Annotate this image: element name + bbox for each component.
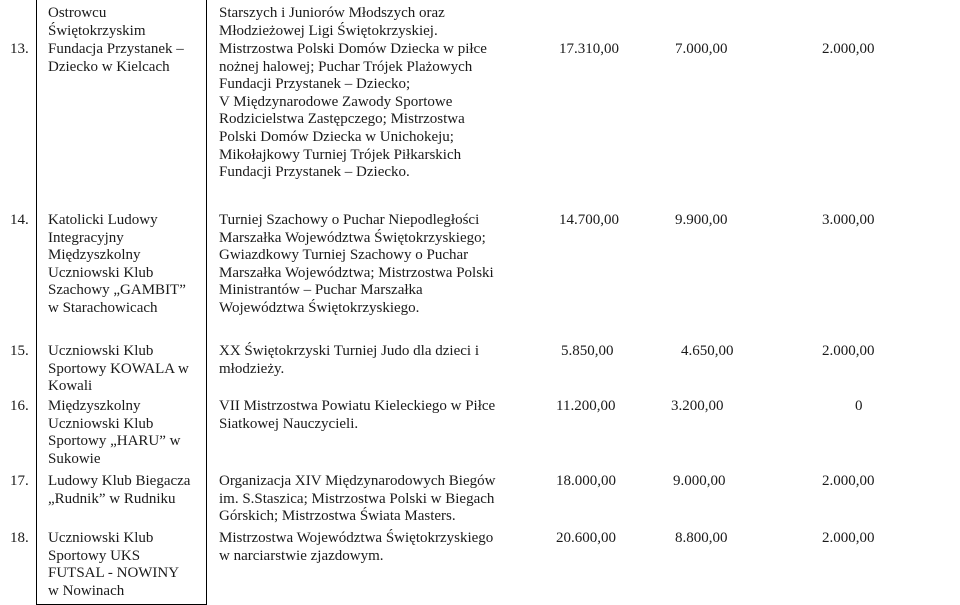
granted-amount: 3.000,00: [822, 212, 875, 228]
task-description: XX Świętokrzyski Turniej Judo dla dzieci i młodzieży.: [219, 343, 479, 377]
column-divider-left: [36, 0, 37, 605]
organization-name: Ostrowcu Świętokrzyskim: [48, 5, 146, 39]
task-description: Mistrzostwa Województwa Świętokrzyskiego w narciarstwie zjazdowym.: [219, 530, 494, 564]
task-description: Turniej Szachowy o Puchar Niepodległości Marszałka Województwa Świętokrzyskiego; Gwiazdkowy Turniej Szachowy o Puchar Marszałka Województwa; Mistrzostwa Polski Ministrantów – Puchar Marszałka Województwa Świętokrzyskiego.: [219, 212, 494, 316]
granted-amount: 2.000,00: [822, 473, 875, 489]
organization-name: Fundacja Przystanek – Dziecko w Kielcach: [48, 41, 184, 75]
row-number: 15.: [10, 343, 29, 359]
total-cost: 18.000,00: [556, 473, 616, 489]
organization-name: Uczniowski Klub Sportowy UKS FUTSAL - NOWINY w Nowinach: [48, 530, 180, 599]
requested-amount: 8.800,00: [675, 530, 728, 546]
granted-amount: 0: [855, 398, 863, 414]
granted-amount: 2.000,00: [822, 530, 875, 546]
row-number: 13.: [10, 41, 29, 57]
row-number: 18.: [10, 530, 29, 546]
row-number: 14.: [10, 212, 29, 228]
row-number: 17.: [10, 473, 29, 489]
task-description: VII Mistrzostwa Powiatu Kieleckiego w Piłce Siatkowej Nauczycieli.: [219, 398, 496, 432]
row-number: 16.: [10, 398, 29, 414]
requested-amount: 9.000,00: [673, 473, 726, 489]
task-description: Starszych i Juniorów Młodszych oraz Młodzieżowej Ligi Świętokrzyskiej.: [219, 5, 445, 39]
organization-name: Uczniowski Klub Sportowy KOWALA w Kowali: [48, 343, 189, 395]
total-cost: 20.600,00: [556, 530, 616, 546]
total-cost: 17.310,00: [559, 41, 619, 57]
requested-amount: 4.650,00: [681, 343, 734, 359]
task-description: Organizacja XIV Międzynarodowych Biegów im. S.Staszica; Mistrzostwa Polski w Biegach Górskich; Mistrzostwa Świata Masters.: [219, 473, 496, 525]
organization-name: Międzyszkolny Uczniowski Klub Sportowy „HARU” w Sukowie: [48, 398, 181, 467]
granted-amount: 2.000,00: [822, 343, 875, 359]
organization-name: Katolicki Ludowy Integracyjny Międzyszkolny Uczniowski Klub Szachowy „GAMBIT” w Starachowicach: [48, 212, 186, 316]
column-divider-name: [206, 0, 207, 605]
granted-amount: 2.000,00: [822, 41, 875, 57]
requested-amount: 9.900,00: [675, 212, 728, 228]
requested-amount: 7.000,00: [675, 41, 728, 57]
organization-name: Ludowy Klub Biegacza „Rudnik” w Rudniku: [48, 473, 191, 507]
requested-amount: 3.200,00: [671, 398, 724, 414]
total-cost: 14.700,00: [559, 212, 619, 228]
total-cost: 11.200,00: [556, 398, 616, 414]
total-cost: 5.850,00: [561, 343, 614, 359]
task-description: Mistrzostwa Polski Domów Dziecka w piłce nożnej halowej; Puchar Trójek Plażowych Fundacji Przystanek – Dziecko; V Międzynarodowe Zawody Sportowe Rodzicielstwa Zastępczego; Mistrzostwa Polski Domów Dziecka w Unichokeju; Mikołajkowy Turniej Trójek Piłkarskich Fundacji Przystanek – Dziecko.: [219, 41, 487, 181]
